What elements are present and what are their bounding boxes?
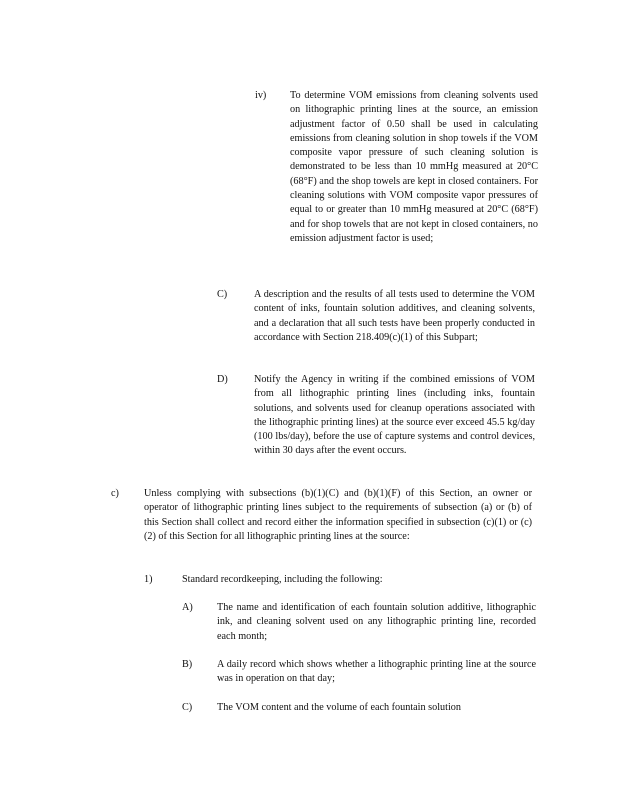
paragraph-text: Unless complying with subsections (b)(1)(C) and (b)(1)(F) of this Section, an owner or operator of lithographic printing lines subject to the requirements of subsection (a) or (b) of this Section shall collect and record either the information specified in subsection (c)(1) or (c)(2) of this Section for all lithographic printing lines at the source:: [144, 488, 532, 542]
item-marker: A): [182, 602, 193, 613]
item-marker: C): [182, 702, 193, 713]
item-marker: D): [217, 374, 228, 385]
item-marker: iv): [255, 90, 267, 101]
paragraph-text: A daily record which shows whether a lithographic printing line at the source was in operation on that day;: [217, 659, 536, 685]
paragraph-text: The VOM content and the volume of each fountain solution: [217, 702, 461, 713]
item-marker: B): [182, 659, 193, 670]
item-marker: c): [111, 488, 119, 499]
item-marker: 1): [144, 574, 153, 585]
paragraph-text: Standard recordkeeping, including the following:: [182, 574, 383, 585]
paragraph-text: To determine VOM emissions from cleaning solvents used on lithographic printing lines at the source, an emission adjustment factor of 0.50 shall be used in calculating emissions from cleaning solution in shop towels if the VOM composite vapor pressure of such cleaning solution is demonstrated to be less than 10 mmHg measured at 20°C (68°F) and the shop towels are kept in closed containers. For cleaning solutions with VOM composite vapor pressures of equal to or greater than 10 mmHg measured at 20°C (68°F) and for shop towels that are not kept in closed containers, no emission adjustment factor is used;: [290, 90, 538, 244]
paragraph-text: The name and identification of each fountain solution additive, lithographic ink, and cleaning solvent used on any lithographic printing line, recorded each month;: [217, 602, 536, 642]
paragraph-text: A description and the results of all tests used to determine the VOM content of inks, fountain solution additives, and cleaning solvents, and a declaration that all such tests have been properly conducted in accordance with Section 218.409(c)(1) of this Subpart;: [254, 289, 535, 343]
paragraph-text: Notify the Agency in writing if the combined emissions of VOM from all lithographic printing lines (including inks, fountain solutions, and solvents used for cleanup operations associated with the lithographic printing lines) at the source ever exceed 45.5 kg/day (100 lbs/day), before the use of capture systems and control devices, within 30 days after the event occurs.: [254, 374, 535, 457]
item-marker: C): [217, 289, 228, 300]
